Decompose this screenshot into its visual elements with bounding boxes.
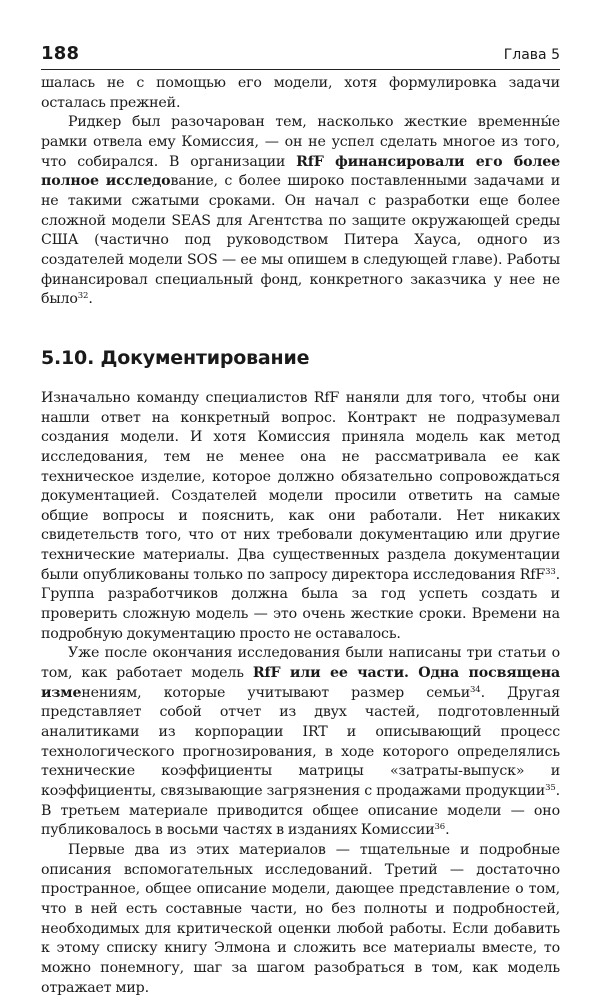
- book-page: [41, 0, 560, 996]
- footnote-ref: 32: [77, 291, 89, 302]
- chapter-label: Глава 5: [503, 47, 560, 63]
- paragraph-intro: Изначально команду специалистов RfF наняли для того, чтобы они нашли ответ на конкретный вопрос. Контракт не подразумевал создания модели. И хотя Комиссия приняла модель как метод исследования, тем не менее она не рассматривала ее как техническое изделие, которое должно обязательно сопровождаться документацией. Создателей модели просили ответить на самые общие вопросы и пояснить, как они работали. Нет никаких свидетельств того, что от них требовали документацию или другие технические материалы. Два существенных раздела документации были опубликованы только по запросу директора исследования RfF$^{33}$. Группа разработчиков должна была за год успеть создать и проверить сложную модель — это очень жесткие сроки. Времени на подробную документацию просто не оставалось.: [41, 389, 560, 642]
- paragraph-ridker: Ридкер был разочарован тем, насколько жесткие временны́е рамки отвела ему Комиссия, — он не успел сделать многое из того, что собирался. В организации RfF финансировали его более полное исследование, с более широко поставленными задачами и не такими сжатыми сроками. Он начал с разработки еще более сложной модели SEAS для Агентства по защите окружающей среды США (частично под руководством Питера Хауса, одного из создателей модели SOS — ее мы опишем в следующей главе). Работы финансировал специальный фонд, конкретного заказчика у нее не было$^{32}$.: [41, 114, 560, 308]
- bold-phrase: RfF финансировали его более полное исследо: [41, 153, 560, 190]
- page-number: 188: [41, 43, 80, 64]
- footnote-ref: 35: [545, 783, 556, 793]
- page-header: [41, 43, 560, 67]
- section-title: 5.10. Документирование: [41, 346, 310, 369]
- paragraph-materials: Первые два из этих материалов — тщательные и подробные описания вспомогательных исследований. Третий — достаточно пространное, общее описание модели, дающее представление о том, что в ней есть составные части, но без полноты и подробностей, необходимых для критической оценки любой работы. Если добавить к этому списку книгу Элмона и сложить все материалы вместе, то можно понемногу, шаг за шагом разобраться в том, как модель отражает мир.: [41, 841, 560, 996]
- paragraph-articles: Уже после окончания исследования были написаны три статьи о том, как работает модель RfF или ее части. Одна посвящена изменениям, которые учитывают размер семьи$^{34}$. Другая представляет собой отчет из двух частей, подготовленный аналитиками из корпорации IRT и описывающий процесс технологического прогнозирования, в ходе которого определялись технические коэффициенты матрицы «затраты-выпуск» и коэффициенты, связывающие загрязнения с продажами продукции$^{35}$. В третьем материале приводится общее описание модели — оно публиковалось в восьми частях в изданиях Комиссии$^{36}$.: [41, 645, 560, 839]
- footnote-ref: 34: [470, 684, 481, 695]
- footnote-ref: 36: [434, 822, 446, 833]
- paragraph-continuation: шалась не с помощью его модели, хотя формулировка задачи осталась прежней.: [41, 75, 560, 111]
- footnote-ref: 33: [545, 566, 556, 577]
- header-rule: [41, 69, 560, 70]
- page-body: [41, 74, 560, 998]
- bold-phrase: RfF или ее части. Одна посвящена изме: [41, 665, 560, 701]
